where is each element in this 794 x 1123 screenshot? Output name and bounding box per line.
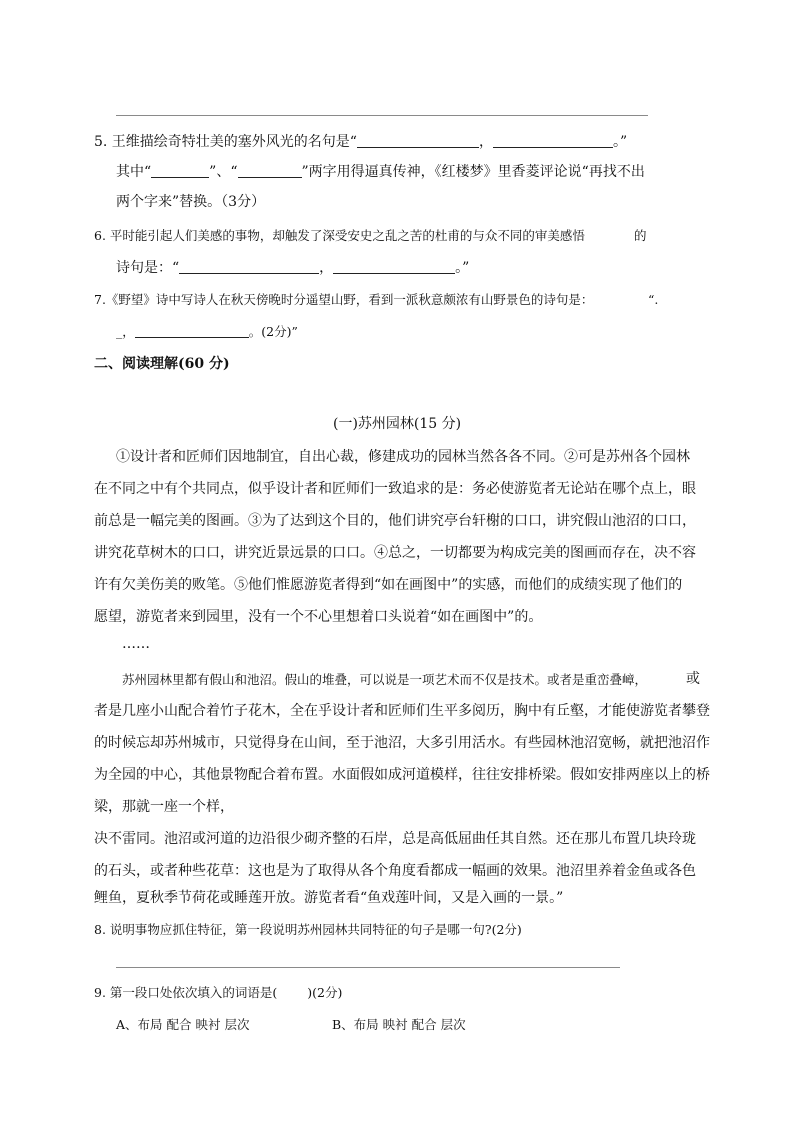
q5-text-d: 其中“: [116, 164, 152, 180]
paragraph-text: 愿望，游览者来到园里，没有一个不心里想着口头说着“如在画图中”的。: [94, 609, 543, 625]
paragraph-3-line: [94, 888, 563, 908]
paragraph-1-line: [94, 479, 696, 499]
question-8-text: 8. 说明事物应抓住特征，第一段说明苏州园林共同特征的句子是哪一句?(2分): [94, 922, 522, 937]
q6-text-a: 6. 平时能引起人们美感的事物，却触发了深受安史之乱之苦的杜甫的与众不同的审美感悟: [94, 228, 585, 243]
answer-blank[interactable]: [151, 163, 209, 178]
q7-text-b: “.: [648, 292, 659, 307]
paragraph-text: 苏州园林里都有假山和池沼。假山的堆叠，可以说是一项艺术而不仅是技术。或者是重峦叠嶂，: [122, 672, 648, 687]
q5-text-b: ，: [478, 134, 493, 150]
paragraph-3-line: [94, 829, 696, 849]
paragraph-1-line: [94, 607, 542, 627]
paragraph-1-line: [94, 543, 696, 563]
question-8: [94, 920, 522, 940]
paragraph-2-line: [122, 670, 647, 690]
paragraph-text: 前总是一幅完美的图画。③为了达到这个目的，他们讲究亭台轩榭的口口，讲究假山池沼的口口，: [94, 513, 696, 529]
paragraph-text: 决不雷同。池沼或河道的边沿很少砌齐整的石岸，总是高低屈曲任其自然。还在那儿布置几块玲珑: [94, 831, 696, 847]
option-b[interactable]: [332, 1015, 466, 1035]
question-7-line-1-tail: [648, 290, 658, 310]
paragraph-text: 许有欠美伤美的败笔。⑤他们惟愿游览者得到“如在画图中”的实感，而他们的成绩实现了他们的: [94, 577, 683, 593]
question-6-line-2: [116, 258, 469, 278]
option-a[interactable]: [116, 1015, 249, 1035]
answer-blank[interactable]: [333, 259, 455, 274]
ellipsis-text: ……: [122, 636, 150, 652]
paragraph-text: 鲤鱼，夏秋季节荷花或睡莲开放。游览者看“鱼戏莲叶间，又是入画的一景。”: [94, 890, 564, 906]
q7-text-c: _，: [116, 324, 135, 339]
option-b-text: B、布局 映衬 配合 层次: [332, 1017, 466, 1032]
q7-text-a: 7.《野望》诗中写诗人在秋天傍晚时分遥望山野，看到一派秋意颇浓有山野景色的诗句是：: [94, 292, 594, 307]
answer-blank[interactable]: [135, 323, 249, 338]
paragraph-3-line: [94, 861, 696, 881]
q5-text-f: ”两字用得逼真传神，《红楼梦》里香菱评论说“再找不出: [301, 164, 645, 180]
section-heading: [94, 354, 230, 374]
paragraph-text: 为全园的中心，其他景物配合着布置。水面假如成河道模样，往往安排桥梁。假如安排两座以上的桥: [94, 767, 710, 783]
ellipsis: [122, 634, 150, 654]
answer-blank[interactable]: [493, 133, 613, 148]
question-9: [94, 983, 342, 1003]
q5-text-a: 5. 王维描绘奇特壮美的塞外风光的名句是“: [94, 134, 357, 150]
paragraph-text: 或: [686, 671, 700, 687]
question-6-line-1: [94, 226, 585, 246]
paragraph-2-line: [94, 797, 234, 817]
paragraph-2-line: [94, 701, 710, 721]
answer-line[interactable]: [116, 967, 620, 968]
paragraph-text: 在不同之中有个共同点，似乎设计者和匠师们一致追求的是：务必使游览者无论站在哪个点上，眼: [94, 481, 696, 497]
paragraph-text: ①设计者和匠师们因地制宜，自出心裁，修建成功的园林当然各各不同。②可是苏州各个园林: [116, 449, 690, 465]
q6-text-c: 诗句是：“: [116, 260, 180, 276]
q7-text-d: 。(2分)”: [248, 324, 298, 339]
paragraph-text: 的石头，或者种些花草：这也是为了取得从各个角度看都成一幅画的效果。池沼里养着金鱼或各色: [94, 863, 696, 879]
paragraph-1-line: [94, 511, 696, 531]
question-9-text-a: 9. 第一段口处依次填入的词语是(: [94, 985, 278, 1000]
question-5-line-3: [116, 192, 265, 212]
question-7-line-2: [116, 322, 298, 342]
paragraph-text: 的时候忘却苏州城市，只觉得身在山间，至于池沼，大多引用活水。有些园林池沼宽畅，就把池沼作: [94, 735, 710, 751]
question-5-line-1: [94, 132, 627, 152]
paragraph-text: 讲究花草树木的口口，讲究近景远景的口口。④总之，一切都要为构成完美的图画而存在，决不容: [94, 545, 696, 561]
answer-blank[interactable]: [357, 133, 479, 148]
paragraph-2-line-tail: [686, 669, 700, 689]
answer-blank[interactable]: [238, 163, 302, 178]
question-9-text-b: )(2分): [307, 985, 343, 1000]
q5-text-c: 。”: [612, 134, 628, 150]
paragraph-2-line: [94, 733, 710, 753]
paragraph-2-line: [94, 765, 710, 785]
question-5-line-2: [116, 162, 645, 182]
paragraph-1-line: [116, 447, 690, 467]
q6-text-d: ，: [319, 260, 334, 276]
q6-text-e: 。”: [455, 260, 470, 276]
question-6-line-1-tail: [634, 226, 647, 246]
q5-text-e: ”、“: [209, 164, 238, 180]
passage-title: [333, 414, 461, 434]
question-7-line-1: [94, 290, 593, 310]
option-a-text: A、布局 配合 映衬 层次: [116, 1017, 250, 1032]
top-divider: [116, 115, 648, 116]
paragraph-1-line: [94, 575, 682, 595]
q6-text-b: 的: [634, 228, 647, 243]
section-heading-text: 二、阅读理解(60 分): [94, 356, 230, 372]
paragraph-text: 者是几座小山配合着竹子花木，全在乎设计者和匠师们生平多阅历，胸中有丘壑，才能使游览者攀登: [94, 703, 710, 719]
answer-blank[interactable]: [179, 259, 319, 274]
q5-text-g: 两个字来”替换。（3分）: [116, 194, 266, 210]
paragraph-text: 梁，那就一座一个样，: [94, 799, 234, 815]
passage-title-text: (一)苏州园林(15 分): [333, 416, 462, 432]
